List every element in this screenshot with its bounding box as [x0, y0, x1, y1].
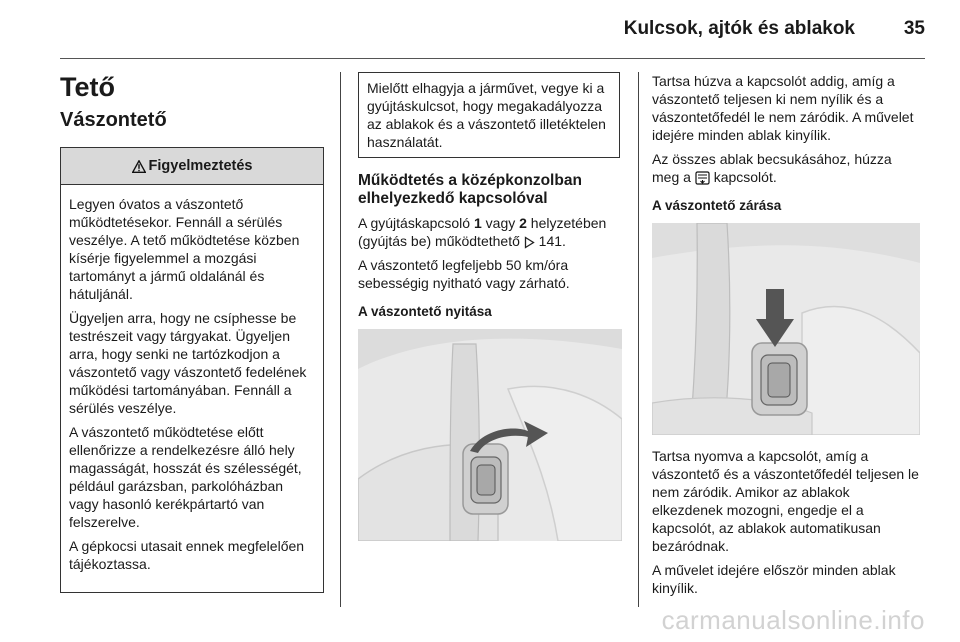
header-title: Kulcsok, ajtók és ablakok [623, 18, 855, 39]
speed-paragraph: A vászontető legfeljebb 50 km/óra sebességig nyitható vagy zárható. [358, 256, 570, 291]
roof-opening-switch-photo [358, 329, 622, 541]
closing-instructions: Tartsa nyomva a kapcsolót, amíg a vászontető és a vászontetőfedél teljesen le nem záródik. Amikor az ablakok elkezdenek mozogni, engedje el a kapcsolót, az ablakok automatikusan bezáródnak. [652, 448, 919, 554]
warning-paragraph: Legyen óvatos a vászontető működtetésekor. Fennáll a sérülés veszélye. A tető működtetése közben kísérje figyelemmel a mozgási tartományt a jármű oldalánál és hátuljánál. [69, 196, 300, 302]
roof-closing-switch-photo [652, 223, 920, 435]
column-divider-right [638, 72, 639, 607]
warning-paragraph: Ügyeljen arra, hogy ne csíphesse be testrészeit vagy tárgyakat. Ügyeljen arra, hogy senki ne tartózkodjon a vászontető vagy vászontető fedelének működési tartományában. Fennáll a sérülés veszélye. [69, 310, 307, 416]
warning-paragraph: A vászontető működtetése előtt ellenőrizze a rendelkezésre álló hely magasságát, hosszát és szélességét, például garázsban, parkolóházban vagy hasonló kerékpártartó van felszerelve. [69, 424, 302, 530]
page-number: 35 [903, 18, 925, 39]
warning-title: Figyelmeztetés [148, 158, 253, 174]
operation-paragraph [358, 214, 622, 250]
closing-note: A művelet idejére először minden ablak kinyílik. [652, 562, 896, 596]
warning-box [60, 147, 324, 593]
text-run: helyzetében (gyújtás be) működtethető [358, 214, 607, 249]
opening-instructions: Tartsa húzva a kapcsolót addig, amíg a vászontető teljesen ki nem nyílik és a vászontetőfedél le nem záródik. A művelet idejére minden ablak kinyílik. [652, 73, 914, 143]
text-run: kapcsolót. [709, 169, 777, 185]
text-run: vagy [481, 214, 520, 231]
column-1 [60, 72, 322, 144]
window-switch-icon [695, 171, 710, 185]
warning-paragraph: A gépkocsi utasait ennek megfelelően tájékoztassa. [69, 538, 305, 572]
page-reference-arrow-icon [524, 236, 535, 249]
header-rule [60, 58, 925, 59]
topic-title: Működtetés a középkonzolban elhelyezkedő kapcsolóval [358, 172, 582, 207]
warning-body [61, 185, 323, 573]
text-run: A gyújtáskapcsoló [358, 214, 474, 231]
switch-position-2: 2 [519, 214, 527, 231]
column-2 [358, 72, 622, 541]
close-windows-paragraph [652, 150, 922, 186]
text-run: Az összes ablak becsukásához, húzza meg a [652, 151, 892, 185]
warning-header [61, 148, 323, 185]
column-divider-left [340, 72, 341, 607]
warning-triangle-icon [132, 160, 146, 173]
closing-title: A vászontető zárása [652, 198, 782, 213]
note-box [358, 72, 620, 158]
section-title: Tető [60, 72, 115, 102]
column-3 [652, 72, 922, 603]
opening-title: A vászontető nyitása [358, 303, 492, 319]
page-reference: 141. [534, 232, 566, 249]
switch-position-1: 1 [473, 214, 482, 231]
subsection-title: Vászontető [60, 109, 167, 131]
watermark: carmanualsonline.info [661, 605, 925, 635]
note-text: Mielőtt elhagyja a járművet, vegye ki a gyújtáskulcsot, hogy megakadályozza az ablakok és a vászontető illetéktelen használatát. [367, 80, 606, 150]
